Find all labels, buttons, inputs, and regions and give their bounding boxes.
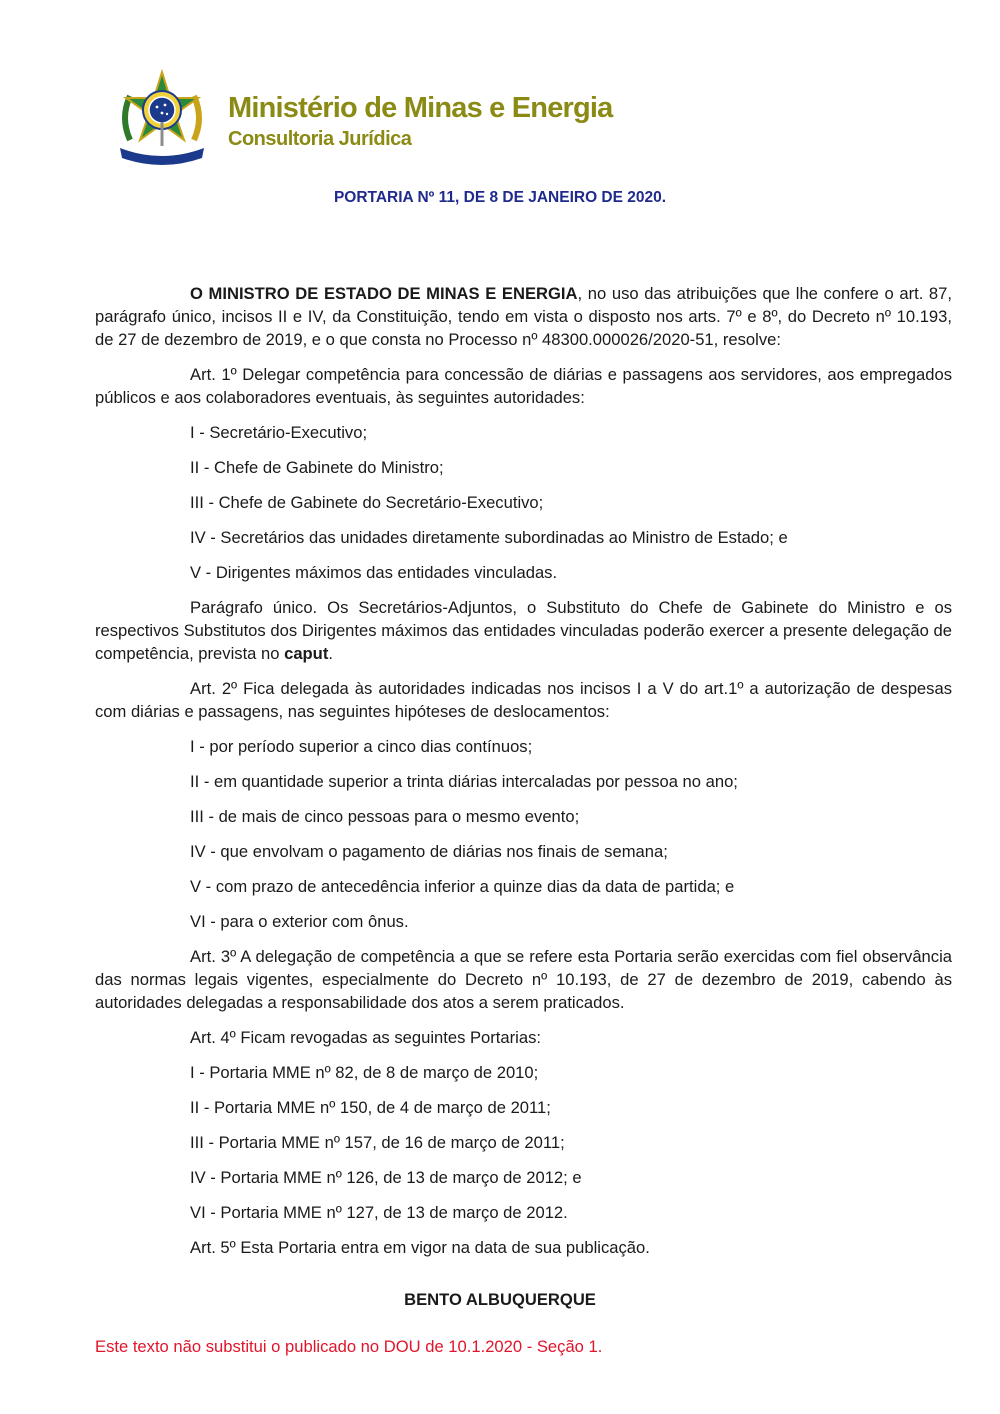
paragraph-unico-text: Parágrafo único. Os Secretários-Adjuntos, o Substituto do Chefe de Gabinete do Ministro e os respectivos Substitutos dos Dirigentes máximos das entidades vinculadas poderão exercer a presente delegação de competência, prevista no bbox=[95, 598, 952, 663]
document-body bbox=[95, 282, 952, 1271]
letterhead bbox=[112, 68, 812, 168]
article-5: Art. 5º Esta Portaria entra em vigor na data de sua publicação. bbox=[190, 1238, 650, 1257]
list-item: III - Chefe de Gabinete do Secretário-Executivo; bbox=[190, 493, 544, 512]
preamble-text: , no uso das atribuições que lhe confere o art. 87, parágrafo único, incisos II e IV, da Constituição, tendo em vista o disposto nos arts. 7º e 8º, do Decreto nº 10.193, de 27 de dezembro de 2019, e o que consta no Processo nº 48300.000026/2020-51, resolve: bbox=[95, 284, 952, 349]
paragraph-unico-end: . bbox=[328, 644, 333, 663]
list-item: I - Portaria MME nº 82, de 8 de março de 2010; bbox=[190, 1063, 539, 1082]
list-item: II - em quantidade superior a trinta diárias intercaladas por pessoa no ano; bbox=[190, 772, 738, 791]
caput-term: caput bbox=[284, 644, 329, 663]
coat-of-arms-icon bbox=[112, 68, 212, 168]
list-item: III - de mais de cinco pessoas para o mesmo evento; bbox=[190, 807, 580, 826]
article-3: Art. 3º A delegação de competência a que se refere esta Portaria serão exercidas com fiel observância das normas legais vigentes, especialmente do Decreto nº 10.193, de 27 de dezembro de 2019, cabendo às autoridades delegadas a responsabilidade dos atos a serem praticados. bbox=[95, 947, 952, 1012]
department-name: Consultoria Jurídica bbox=[228, 128, 412, 150]
list-item: IV - Secretários das unidades diretamente subordinadas ao Ministro de Estado; e bbox=[190, 528, 788, 547]
list-item: I - por período superior a cinco dias contínuos; bbox=[190, 737, 533, 756]
list-item: II - Chefe de Gabinete do Ministro; bbox=[190, 458, 444, 477]
publication-notice: Este texto não substitui o publicado no DOU de 10.1.2020 - Seção 1. bbox=[95, 1337, 603, 1356]
list-item: I - Secretário-Executivo; bbox=[190, 423, 368, 442]
list-item: IV - que envolvam o pagamento de diárias nos finais de semana; bbox=[190, 842, 668, 861]
list-item: V - com prazo de antecedência inferior a quinze dias da data de partida; e bbox=[190, 877, 735, 896]
list-item: VI - para o exterior com ônus. bbox=[190, 912, 409, 931]
paragraph-unico bbox=[95, 596, 952, 665]
list-item: V - Dirigentes máximos das entidades vinculadas. bbox=[190, 563, 558, 582]
list-item: III - Portaria MME nº 157, de 16 de março de 2011; bbox=[190, 1133, 565, 1152]
article-4: Art. 4º Ficam revogadas as seguintes Portarias: bbox=[190, 1028, 541, 1047]
preamble-lead: O MINISTRO DE ESTADO DE MINAS E ENERGIA bbox=[190, 284, 578, 303]
ministry-name: Ministério de Minas e Energia bbox=[228, 92, 613, 124]
article-2: Art. 2º Fica delegada às autoridades indicadas nos incisos I a V do art.1º a autorização de despesas com diárias e passagens, nas seguintes hipóteses de deslocamentos: bbox=[95, 679, 952, 721]
list-item: VI - Portaria MME nº 127, de 13 de março de 2012. bbox=[190, 1203, 568, 1222]
list-item: II - Portaria MME nº 150, de 4 de março de 2011; bbox=[190, 1098, 551, 1117]
signatory-name: BENTO ALBUQUERQUE bbox=[404, 1290, 596, 1309]
preamble bbox=[95, 282, 952, 351]
list-item: IV - Portaria MME nº 126, de 13 de março de 2012; e bbox=[190, 1168, 582, 1187]
article-1: Art. 1º Delegar competência para concessão de diárias e passagens aos servidores, aos empregados públicos e aos colaboradores eventuais, às seguintes autoridades: bbox=[95, 365, 952, 407]
document-title: PORTARIA Nº 11, DE 8 DE JANEIRO DE 2020. bbox=[333, 189, 667, 206]
